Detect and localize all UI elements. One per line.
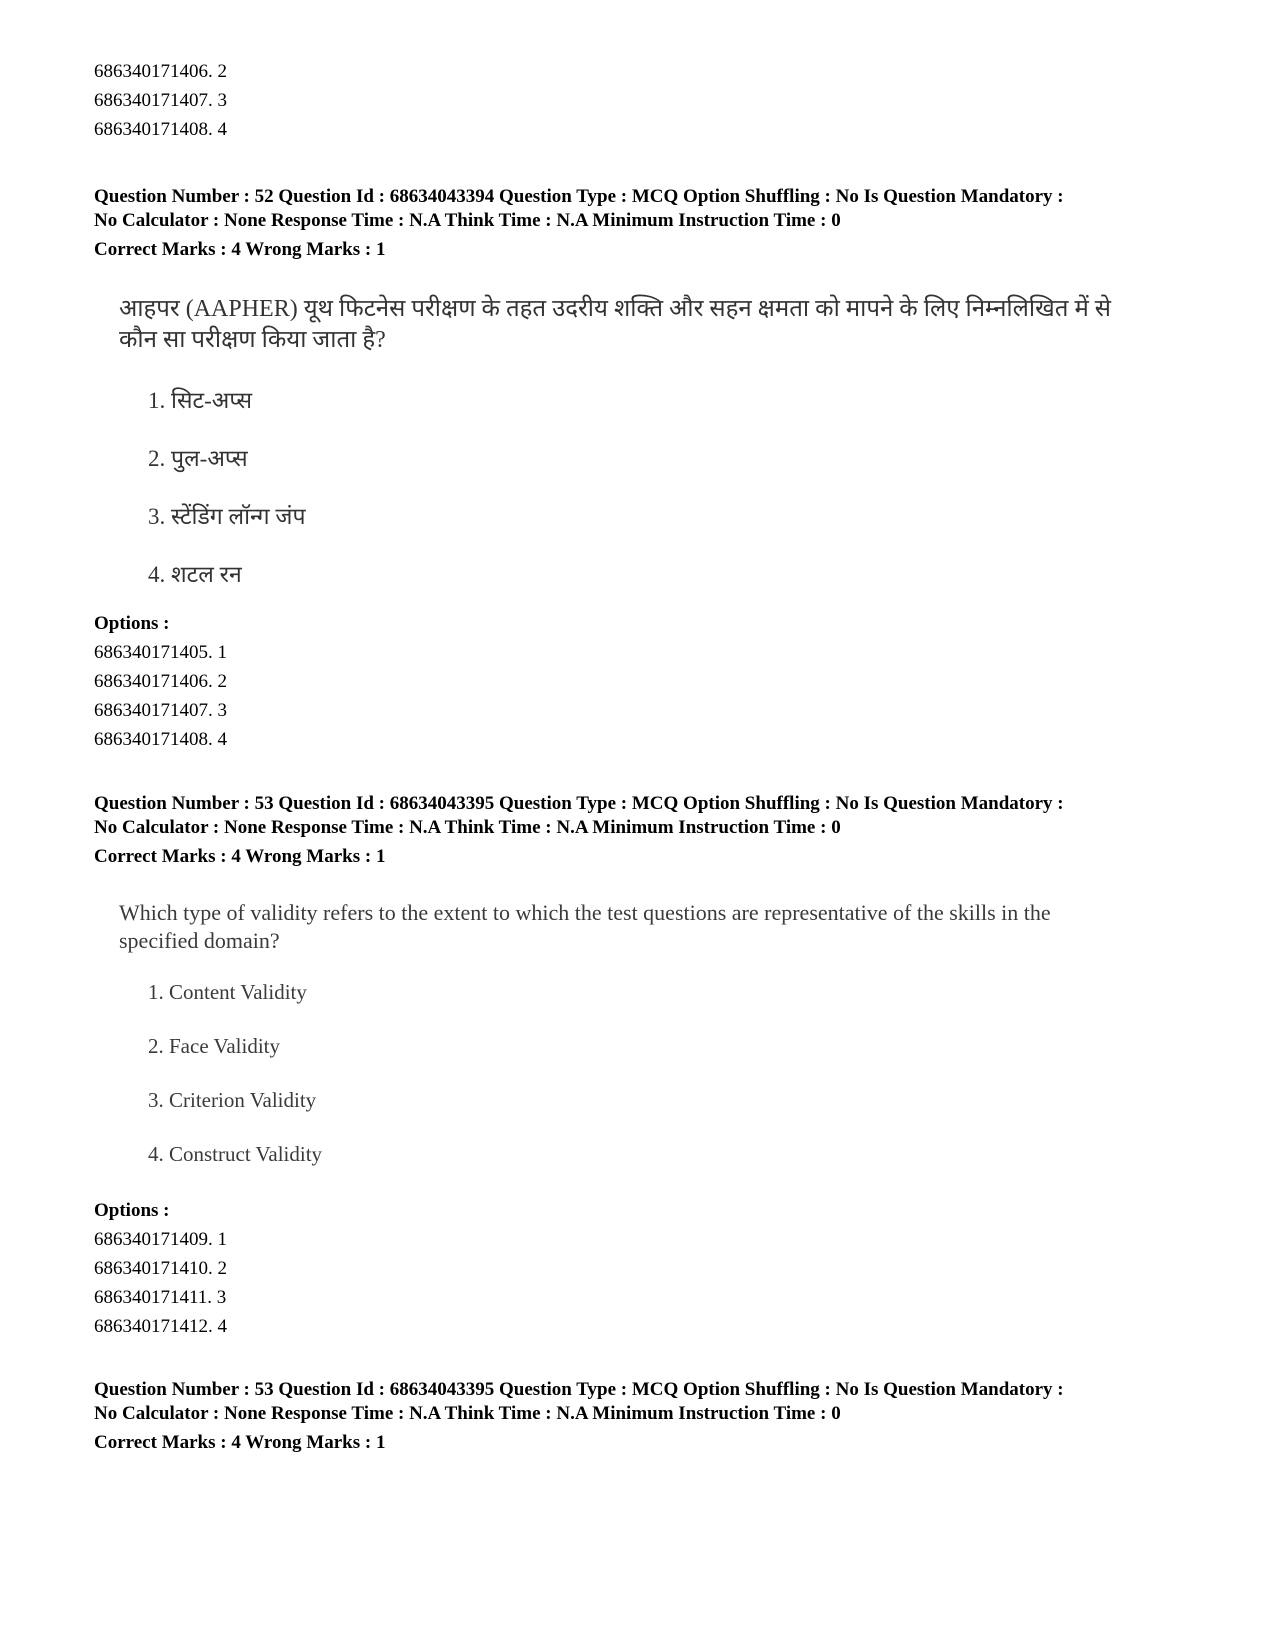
option-line: 686340171408. 4 (94, 119, 227, 140)
question-meta-line2: No Calculator : None Response Time : N.A Think Time : N.A Minimum Instruction Time : 0 (94, 1403, 841, 1424)
options-heading: Options : (94, 1200, 170, 1221)
option-line: 686340171408. 4 (94, 729, 227, 750)
question-marks: Correct Marks : 4 Wrong Marks : 1 (94, 846, 386, 867)
question-meta-line1: Question Number : 52 Question Id : 68634043394 Question Type : MCQ Option Shuffling : No Is Question Mandatory : (94, 186, 1064, 207)
option-line: 686340171407. 3 (94, 700, 227, 721)
option-line: 686340171405. 1 (94, 642, 227, 663)
option-line: 686340171407. 3 (94, 90, 227, 111)
answer-choice: 2. पुल-अप्स (148, 446, 248, 471)
answer-choice: 1. Content Validity (148, 980, 307, 1004)
options-heading: Options : (94, 613, 170, 634)
answer-choice: 1. सिट-अप्स (148, 388, 253, 413)
answer-choice: 2. Face Validity (148, 1034, 281, 1058)
option-line: 686340171412. 4 (94, 1316, 227, 1337)
question-meta-line1: Question Number : 53 Question Id : 68634043395 Question Type : MCQ Option Shuffling : No Is Question Mandatory : (94, 1379, 1064, 1400)
question-text-line2: specified domain? (119, 928, 280, 953)
option-line: 686340171411. 3 (94, 1287, 227, 1308)
option-line: 686340171406. 2 (94, 61, 227, 82)
question-meta-line1: Question Number : 53 Question Id : 68634043395 Question Type : MCQ Option Shuffling : No Is Question Mandatory : (94, 793, 1064, 814)
question-text-line1: Which type of validity refers to the extent to which the test questions are representative of the skills in the (119, 900, 1051, 925)
option-line: 686340171406. 2 (94, 671, 227, 692)
answer-choice: 3. Criterion Validity (148, 1088, 317, 1112)
answer-choice: 4. Construct Validity (148, 1142, 323, 1166)
option-line: 686340171410. 2 (94, 1258, 227, 1279)
question-meta-line2: No Calculator : None Response Time : N.A Think Time : N.A Minimum Instruction Time : 0 (94, 817, 841, 838)
option-line: 686340171409. 1 (94, 1229, 227, 1250)
question-marks: Correct Marks : 4 Wrong Marks : 1 (94, 239, 386, 260)
question-text-line1: आहपर (AAPHER) यूथ फिटनेस परीक्षण के तहत उदरीय शक्ति और सहन क्षमता को मापने के लिए निम्नलिखित में से (119, 296, 1112, 322)
answer-choice: 3. स्टेंडिंग लॉन्ग जंप (148, 504, 306, 529)
question-marks: Correct Marks : 4 Wrong Marks : 1 (94, 1432, 386, 1453)
answer-choice: 4. शटल रन (148, 562, 242, 587)
question-text-line2: कौन सा परीक्षण किया जाता है? (119, 327, 386, 353)
question-meta-line2: No Calculator : None Response Time : N.A Think Time : N.A Minimum Instruction Time : 0 (94, 210, 841, 231)
